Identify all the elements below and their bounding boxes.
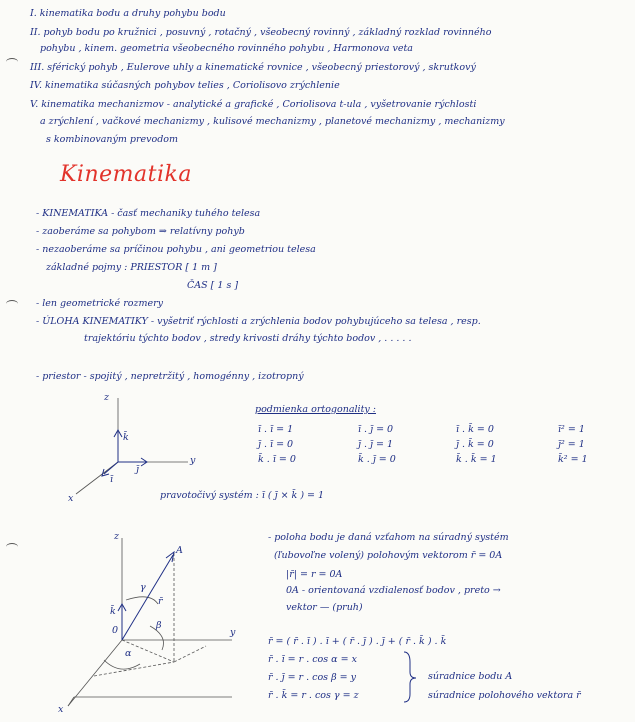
ortho-cell: k̄ . j̄ = 0 [358,454,396,465]
outline-line: IV. kinematika súčasných pohybov telies , Coriolisovo zrýchlenie [30,80,340,91]
position-line: 0A - orientovaná vzdialenosť bodov , preto → [286,585,501,596]
point-a-label: A [176,545,183,556]
position-line: (ľubovoľne volený) polohovým vektorom r̄ = 0A [274,550,503,561]
note-line: trajektóriu týchto bodov , stredy krivosti dráhy týchto bodov , . . . . . [84,333,412,344]
outline-line: pohybu , kinem. geometria všeobecného rovinného pohybu , Harmonova veta [40,43,413,54]
axis-z-label: z [114,531,120,542]
position-line: |r̄| = r = 0A [286,569,343,580]
note-line: - len geometrické rozmery [36,298,164,309]
vector-r-label: r̄ [158,596,163,607]
decomp-line: r̄ . k̄ = r . cos γ = z [268,690,359,701]
ortho-heading: podmienka ortogonality : [255,404,376,415]
ortho-cell: j̄ . ī = 0 [258,439,294,450]
outline-line: a zrýchlení , vačkové mechanizmy , kulisové mechanizmy , planetové mechanizmy , mechanizmy [40,116,505,127]
ortho-cell: j̄ . k̄ = 0 [456,439,494,450]
ortho-cell: j̄ . j̄ = 1 [358,439,393,450]
ortho-cell: k̄ . k̄ = 1 [456,454,497,465]
right-hand-rule: pravotočivý systém : ī ( j̄ × k̄ ) = 1 [160,490,325,501]
unit-k-label: k̄ [123,432,129,443]
position-line: vektor — (pruh) [286,602,363,613]
position-line: - poloha bodu je daná vzťahom na súradný systém [268,532,509,543]
angle-gamma-label: γ [140,582,146,593]
outline-line: s kombinovaným prevodom [46,134,179,145]
axis-x-label: x [58,704,64,715]
angle-beta-label: β [156,620,162,631]
ortho-cell: j̄² = 1 [558,439,585,450]
ortho-cell: ī² = 1 [558,424,585,435]
unit-i-label: ī [110,474,114,485]
angle-alpha-label: α [125,648,132,659]
axis-y-label: y [190,455,196,466]
note-line: - ÚLOHA KINEMATIKY - vyšetriť rýchlosti a zrýchlenia bodov pohybujúceho sa telesa , resp. [36,316,481,327]
decomp-line: r̄ = ( r̄ . ī ) . ī + ( r̄ . j̄ ) . j̄ + ( r̄ . k̄ ) . k̄ [268,636,447,647]
axis-x-label: x [68,493,74,504]
note-line: - priestor - spojitý , nepretržitý , homogénny , izotropný [36,371,304,382]
decomp-line: r̄ . ī = r . cos α = x [268,654,357,665]
decomp-line: r̄ . j̄ = r . cos β = y [268,672,356,683]
ortho-cell: ī . j̄ = 0 [358,424,394,435]
brace-label: súradnice polohového vektora r̄ [428,690,581,701]
unit-k-label: k̄ [110,606,116,617]
outline-line: II. pohyb bodu po kružnici , posuvný , rotačný , všeobecný rovinný , základný rozklad rovinného [30,27,492,38]
note-line: základné pojmy : PRIESTOR [ 1 m ] [46,262,217,273]
outline-line: V. kinematika mechanizmov - analytické a grafické , Coriolisova t-ula , vyšetrovanie rýchlosti [30,99,477,110]
brace-label: súradnice bodu A [428,671,513,682]
ortho-cell: ī . ī = 1 [258,424,294,435]
page-title: Kinematika [60,162,192,187]
note-line: ČAS [ 1 s ] [187,280,239,291]
outline-line: III. sférický pohyb , Eulerove uhly a kinematické rovnice , všeobecný priestorový , skrutkový [30,62,476,73]
ortho-cell: k̄² = 1 [558,454,588,465]
axis-y-label: y [230,627,236,638]
origin-label: 0 [112,625,119,636]
note-line: - KINEMATIKA - časť mechaniky tuhého telesa [36,208,261,219]
ortho-cell: k̄ . ī = 0 [258,454,296,465]
note-line: - nezaoberáme sa príčinou pohybu , ani geometriou telesa [36,244,316,255]
ortho-cell: ī . k̄ = 0 [456,424,494,435]
outline-line: I. kinematika bodu a druhy pohybu bodu [30,8,226,19]
note-line: - zaoberáme sa pohybom ⇒ relatívny pohyb [36,226,245,237]
axis-z-label: z [104,392,110,403]
unit-j-label: j̄ [136,464,139,475]
